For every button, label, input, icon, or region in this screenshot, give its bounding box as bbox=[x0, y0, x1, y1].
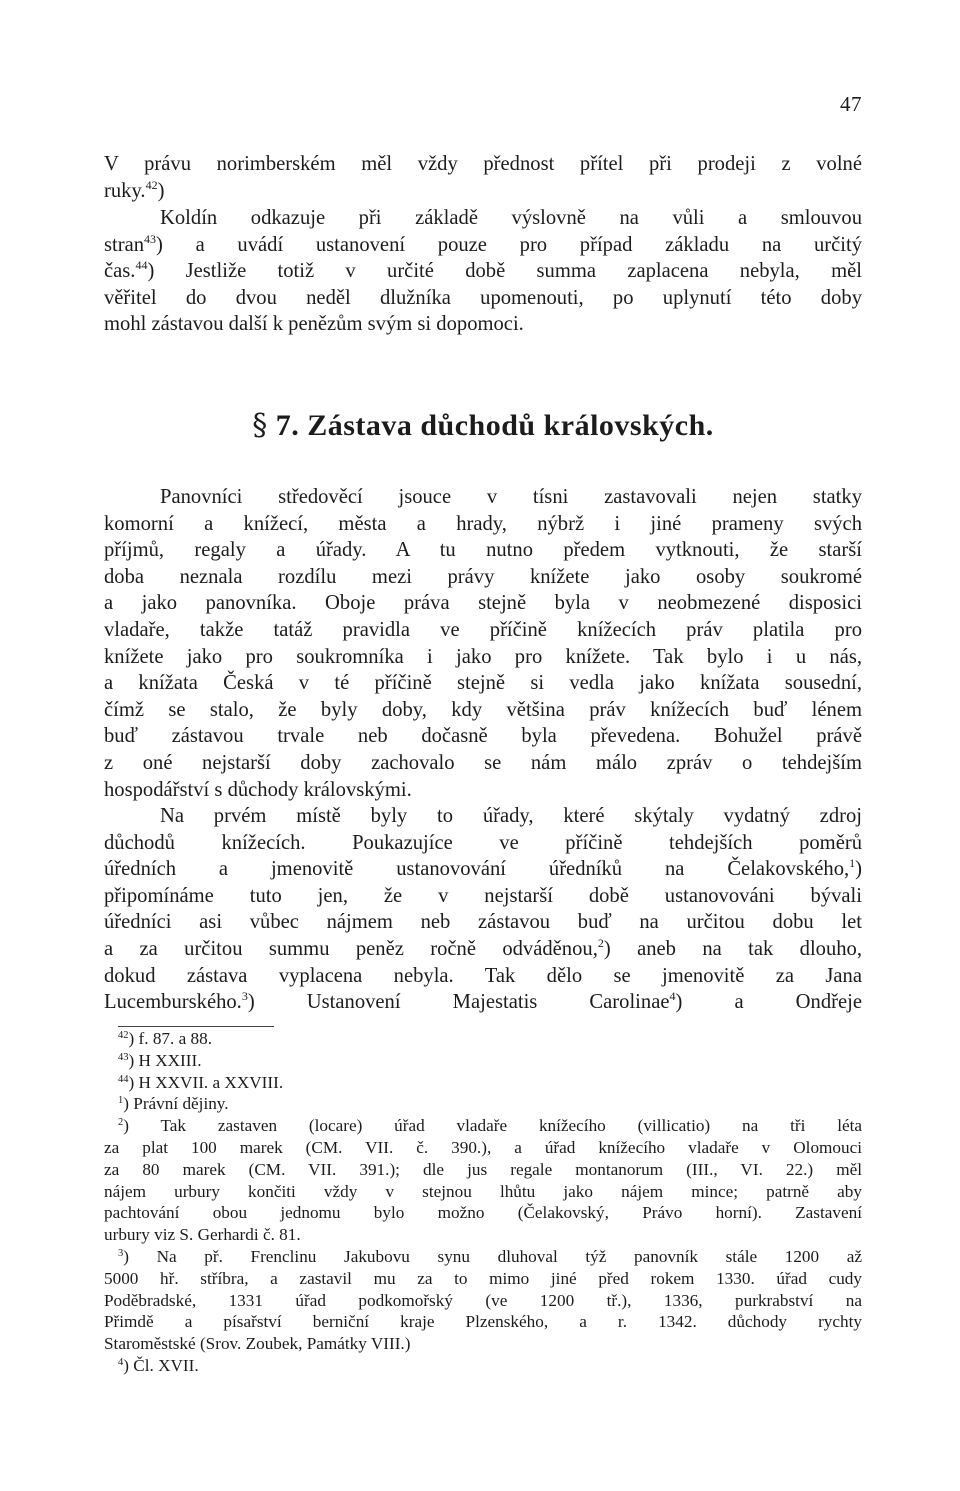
text-line: mohl zástavou další k penězům svým si dopomoci. bbox=[104, 313, 524, 336]
text-line: dokud zástava vyplacena nebyla. Tak dělo se jmenovitě za Jana bbox=[104, 964, 862, 987]
text-line: knížete jako pro soukromníka i jako pro knížete. Tak bylo i u nás, bbox=[104, 645, 862, 668]
text-line: čímž se stalo, že byly doby, kdy většina práv knížecích buď lénem bbox=[104, 698, 862, 721]
text-line: čas.$^{44}$) Jestliže totiž v určité době summa zaplacena nebyla, měl bbox=[104, 258, 862, 283]
page bbox=[104, 0, 862, 1491]
page-number: 47 bbox=[840, 92, 862, 116]
text-line: věřitel do dvou neděl dlužníka upomenouti, po uplynutí této doby bbox=[104, 286, 862, 309]
text-line: úředních a jmenovitě ustanovování úředníků na Čelakovského,$^1$) bbox=[104, 856, 862, 881]
text-line: Lucemburského.$^3$) Ustanovení Majestatis Carolinae$^4$) a Ondřeje bbox=[104, 989, 862, 1014]
text-line: důchodů knížecích. Poukazujíce ve příčině tehdejších poměrů bbox=[104, 831, 862, 854]
text-line: z oné nejstarší doby zachovalo se nám málo zpráv o tehdejším bbox=[104, 751, 862, 774]
footnote-ref: 43 bbox=[144, 231, 157, 246]
text-line: vladaře, takže tatáž pravidla ve příčině knížecích práv platila pro bbox=[104, 618, 862, 641]
text-line: Koldín odkazuje při základě výslovně na vůli a smlouvou bbox=[160, 207, 862, 229]
text-line: připomínáme tuto jen, že v nejstarší době ustanovováni bývali bbox=[104, 884, 862, 907]
footnote-ref: 44 bbox=[135, 258, 148, 273]
text-line: úředníci asi vůbec nájmem neb zástavou buď na určitou dobu let bbox=[104, 911, 862, 934]
footnote-divider bbox=[118, 1026, 274, 1027]
text-line: příjmů, regaly a úřady. A tu nutno předem vytknouti, že starší bbox=[104, 539, 862, 562]
paragraph-2 bbox=[104, 205, 862, 338]
footnote-44: $^{44}$) H XXVII. a XXVIII. bbox=[118, 1072, 284, 1092]
paragraph-4 bbox=[104, 803, 862, 1016]
text-line: stran$^{43}$) a uvádí ustanovení pouze pro případ základu na určitý bbox=[104, 231, 862, 256]
paragraph-1 bbox=[104, 151, 862, 204]
text-line: doba neznala rozdílu mezi právy knížete jako osoby soukromé bbox=[104, 565, 862, 588]
paragraph-3 bbox=[104, 484, 862, 803]
text-line: a jako panovníka. Oboje práva stejně byla v neobmezené disposici bbox=[104, 592, 862, 615]
text-line: komorní a knížecí, města a hrady, nýbrž i jiné prameny svých bbox=[104, 512, 862, 535]
footnote-4: $^4$) Čl. XVII. bbox=[118, 1355, 199, 1375]
text-line: a za určitou summu peněz ročně odváděnou,$^2$) aneb na tak dlouho, bbox=[104, 935, 863, 960]
footnote-ref: 2 bbox=[597, 935, 604, 950]
footnote-ref: 4 bbox=[669, 989, 676, 1004]
footnote-42: $^{42}$) f. 87. a 88. bbox=[118, 1029, 213, 1048]
footnotes bbox=[104, 1028, 862, 1377]
text-line: buď zástavou trvale neb dočasně byla převedena. Bohužel právě bbox=[104, 725, 862, 748]
text-line: V právu norimberském měl vždy přednost přítel při prodeji z volné bbox=[104, 153, 862, 175]
text-line: a knížata Česká v té příčině stejně si vedla jako knížata sousední, bbox=[104, 672, 862, 695]
footnote-1: $^1$) Právní dějiny. bbox=[118, 1094, 229, 1114]
footnote-3: $^3$) Na př. Frenclinu Jakubovu synu dluhoval týž panovník stále 1200 až 5000 hř. stříbra, a zastavil mu za to mimo jiné před rokem 1330. úřad cudy Poděbradské, 1331 úřad podkomořský (ve 1200 tř.), 1336, purkrabství na Přimdě a písařství berniční kraje Plzenského, a r. 1342. důchody rychty Staroměstské (Srov. Zoubek, Památky VIII.) bbox=[104, 1246, 862, 1354]
text-line: hospodářství s důchody královskými. bbox=[104, 778, 412, 801]
footnote-ref: 42 bbox=[145, 177, 158, 192]
section-heading bbox=[104, 408, 862, 443]
footnote-2: $^2$) Tak zastaven (locare) úřad vladaře knížecího (villicatio) na tři léta za plat 100 marek (CM. VII. č. 390.), a úřad knížecího vladaře v Olomouci za 80 marek (CM. VII. 391.); dle jus regale montanorum (III., VI. 22.) měl nájem urbury končiti vždy v stejnou lhůtu jako nájem mince; patrně aby pachtování obou jednomu bylo možno (Čelakovský, Právo horní). Zastavení urbury viz S. Gerhardi č. 81. bbox=[104, 1116, 862, 1245]
text-line: Panovníci středověcí jsouce v tísni zastavovali nejen statky bbox=[160, 486, 862, 508]
text-line: Na prvém místě byly to úřady, které skýtaly vydatný zdroj bbox=[160, 805, 862, 827]
section-sign: § bbox=[252, 408, 268, 443]
footnote-ref: 3 bbox=[241, 989, 248, 1004]
footnote-ref: 1 bbox=[849, 856, 856, 871]
text-line: ruky.$^{42}$) bbox=[104, 177, 165, 202]
section-title: 7. Zástava důchodů královských. bbox=[275, 409, 714, 442]
footnote-43: $^{43}$) H XXIII. bbox=[118, 1050, 202, 1070]
